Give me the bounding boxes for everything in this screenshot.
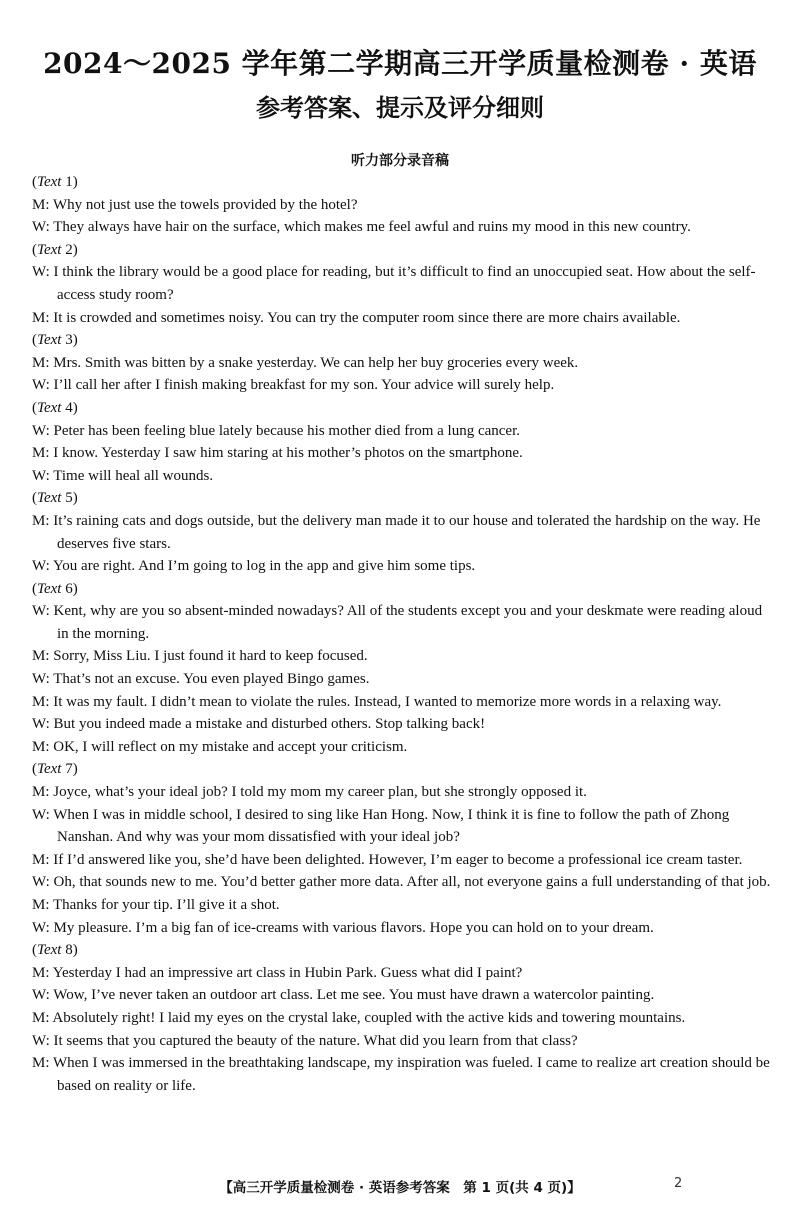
- text-section-label: [32, 939, 772, 962]
- label-number: 7): [61, 761, 78, 778]
- page-footer: 【高三开学质量检测卷 · 英语参考答案 第 1 页(共 4 页)】: [219, 1180, 581, 1196]
- dialogue-line: W: But you indeed made a mistake and disturbed others. Stop talking back!: [32, 716, 486, 733]
- label-paren: (: [32, 399, 37, 416]
- label-word: Text: [37, 580, 62, 597]
- label-word: Text: [37, 174, 62, 190]
- dialogue-line: W: Kent, why are you so absent-minded nowadays? All of the students except you and your deskmate were reading aloud in the morning.: [32, 603, 763, 642]
- label-number: 1): [61, 174, 78, 190]
- dialogue-line: W: My pleasure. I’m a big fan of ice-creams with various flavors. Hope you can hold on to your dream.: [32, 919, 654, 936]
- text-section-label: [32, 578, 772, 601]
- page-corner-mark: 2: [674, 1176, 683, 1191]
- dialogue-line: M: Joyce, what’s your ideal job? I told my mom my career plan, but she strongly opposed it.: [32, 784, 587, 801]
- label-paren: (: [32, 241, 37, 258]
- text-section-label: [32, 329, 772, 352]
- transcript-body: [32, 171, 772, 1097]
- label-paren: (: [32, 490, 37, 507]
- label-number: 4): [61, 399, 78, 416]
- dialogue-line: W: Oh, that sounds new to me. You’d better gather more data. After all, not everyone gains a full understanding of that job.: [32, 874, 771, 891]
- page-subtitle: 参考答案、提示及评分细则: [256, 93, 544, 122]
- text-section-label: [32, 758, 772, 781]
- label-paren: (: [32, 580, 37, 597]
- text-section-label: [32, 397, 772, 420]
- page-title: 2024～2025 学年第二学期高三开学质量检测卷 · 英语: [43, 47, 757, 80]
- dialogue-line: M: I know. Yesterday I saw him staring at his mother’s photos on the smartphone.: [32, 445, 523, 462]
- dialogue-line: W: When I was in middle school, I desired to sing like Han Hong. Now, I think it is fine to follow the path of Zhong Nanshan. And why was your mom dissatisfied with your ideal job?: [32, 806, 730, 846]
- dialogue-line: W: They always have hair on the surface, which makes me feel awful and ruins my mood in this new country.: [32, 219, 691, 236]
- dialogue-line: W: That’s not an excuse. You even played Bingo games.: [32, 671, 370, 688]
- label-paren: (: [32, 761, 37, 778]
- text-section-label: [32, 239, 772, 262]
- label-number: 8): [61, 942, 78, 959]
- label-paren: (: [32, 174, 37, 190]
- label-word: Text: [37, 761, 62, 778]
- dialogue-line: M: It’s raining cats and dogs outside, but the delivery man made it to our house and tolerated the hardship on the way. He deserves five stars.: [32, 512, 761, 552]
- dialogue-line: M: Why not just use the towels provided by the hotel?: [32, 196, 358, 213]
- dialogue-line: W: You are right. And I’m going to log in the app and give him some tips.: [32, 558, 476, 575]
- text-section-label: [32, 171, 772, 194]
- dialogue-line: W: Time will heal all wounds.: [32, 467, 214, 484]
- label-number: 5): [61, 490, 78, 507]
- section-title: 听力部分录音稿: [351, 153, 449, 169]
- label-number: 2): [61, 241, 78, 258]
- dialogue-line: M: It is crowded and sometimes noisy. You can try the computer room since there are more chairs available.: [32, 309, 681, 326]
- label-paren: (: [32, 942, 37, 959]
- dialogue-line: M: It was my fault. I didn’t mean to violate the rules. Instead, I wanted to memorize more words in a relaxing way.: [32, 693, 722, 710]
- dialogue-line: M: If I’d answered like you, she’d have been delighted. However, I’m eager to become a professional ice cream taster.: [32, 851, 743, 868]
- dialogue-line: W: It seems that you captured the beauty of the nature. What did you learn from that class?: [32, 1032, 578, 1049]
- dialogue-line: W: Peter has been feeling blue lately because his mother died from a lung cancer.: [32, 422, 521, 439]
- label-word: Text: [37, 942, 62, 959]
- label-number: 6): [61, 580, 78, 597]
- dialogue-line: M: Yesterday I had an impressive art class in Hubin Park. Guess what did I paint?: [32, 964, 523, 981]
- text-section-label: [32, 487, 772, 510]
- dialogue-line: W: I think the library would be a good place for reading, but it’s difficult to find an unoccupied seat. How about the self-access study room?: [32, 264, 756, 303]
- label-word: Text: [37, 399, 62, 416]
- label-number: 3): [61, 332, 78, 349]
- dialogue-line: W: I’ll call her after I finish making breakfast for my son. Your advice will surely help.: [32, 377, 555, 394]
- label-word: Text: [37, 490, 62, 507]
- dialogue-line: M: When I was immersed in the breathtaking landscape, my inspiration was fueled. I came to realize art creation should be based on reality or life.: [32, 1055, 770, 1094]
- label-paren: (: [32, 332, 37, 349]
- dialogue-line: M: Sorry, Miss Liu. I just found it hard to keep focused.: [32, 648, 368, 665]
- dialogue-line: M: Absolutely right! I laid my eyes on the crystal lake, coupled with the active kids and towering mountains.: [32, 1009, 686, 1026]
- label-word: Text: [37, 332, 62, 349]
- dialogue-line: M: Thanks for your tip. I’ll give it a shot.: [32, 897, 280, 913]
- dialogue-line: M: OK, I will reflect on my mistake and accept your criticism.: [32, 738, 408, 755]
- dialogue-line: M: Mrs. Smith was bitten by a snake yesterday. We can help her buy groceries every week.: [32, 354, 579, 371]
- label-word: Text: [37, 241, 62, 258]
- dialogue-line: W: Wow, I’ve never taken an outdoor art class. Let me see. You must have drawn a watercolor painting.: [32, 987, 655, 1004]
